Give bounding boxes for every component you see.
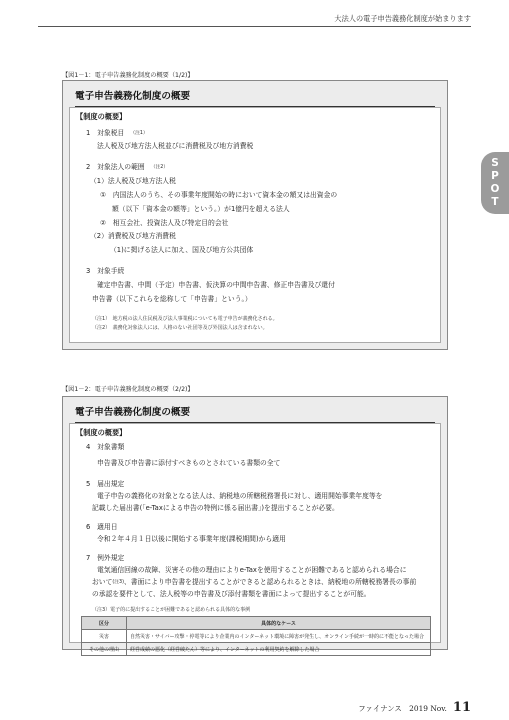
figure1-section-label: 【制度の概要】 bbox=[76, 112, 127, 121]
fig1-note: （注1） 地方税の法人住民税及び法人事業税についても電子申告が義務化される。 bbox=[92, 316, 278, 322]
fig2-line: おいて$^{(注3)}$、書面により申告書を提出することができると認められるときは、納税地の所轄税務署長の事前 bbox=[92, 578, 417, 586]
table-cell: 自然災害・サイバー攻撃・停電等により企業内のインターネット環境に障害が発生し、オンライン手続が一時的に不能となった場合 bbox=[127, 630, 431, 643]
fig1-line: （1)に掲げる法人に加え、国及び地方公共団体 bbox=[110, 246, 254, 254]
side-tab-letter: T bbox=[491, 196, 499, 208]
fig2-line: 電子申告の義務化の対象となる法人は、納税地の所轄税務署長に対し、適用開始事業年度等を bbox=[97, 492, 383, 500]
table-header-row bbox=[82, 617, 431, 630]
table-row bbox=[82, 630, 431, 643]
table-cell: 経営成績の悪化（経営破たん）等により、インターネットの利用契約を解除した場合 bbox=[127, 643, 431, 656]
fig1-line: ② 相互会社、投資法人及び特定目的会社 bbox=[100, 219, 229, 227]
figure1-content bbox=[69, 107, 441, 343]
figure2-caption: 【図1－2：電子申告義務化制度の概要（2/2)】 bbox=[62, 386, 194, 393]
fig2-item-5: 5 届出規定 bbox=[86, 480, 125, 488]
exception-cases-table bbox=[81, 616, 431, 656]
side-tab-letter: S bbox=[491, 157, 499, 169]
page-footer bbox=[358, 696, 471, 715]
fig1-item-2: 2 対象法人の範囲 $^{(注2)}$ bbox=[86, 163, 169, 171]
table-header-cell: 具体的なケース bbox=[127, 617, 431, 630]
fig1-item-3: 3 対象手続 bbox=[86, 267, 125, 275]
magazine-issue: ファイナンス 2019 Nov. bbox=[358, 704, 447, 713]
figure2-content bbox=[69, 423, 441, 653]
fig2-line: 電気通信回線の故障、災害その他の理由によりe-Taxを使用することが困難であると認められる場合に bbox=[97, 566, 407, 574]
fig1-line: 申告書（以下これらを総称して「申告書」という。） bbox=[92, 295, 252, 303]
figure2-heading: 電子申告義務化制度の概要 bbox=[75, 404, 435, 423]
figure2-box bbox=[62, 396, 448, 653]
figure1-heading: 電子申告義務化制度の概要 bbox=[75, 88, 435, 107]
fig2-item-6: 6 適用日 bbox=[86, 523, 118, 531]
page-number: 11 bbox=[452, 700, 471, 715]
table-cell: 災害 bbox=[82, 630, 127, 643]
fig1-item-1: 1 対象税目 $^{(注1)}$ bbox=[86, 129, 148, 137]
fig1-line: 確定申告書、中間（予定）申告書、仮決算の中間申告書、修正申告書及び還付 bbox=[97, 281, 335, 289]
fig2-line: 令和２年４月１日以後に開始する事業年度(課税期間)から適用 bbox=[97, 535, 286, 543]
side-tab-letter: O bbox=[490, 183, 500, 195]
table-cell: その他の理由 bbox=[82, 643, 127, 656]
fig2-line: 申告書及び申告書に添付すべきものとされている書類の全て bbox=[97, 459, 281, 467]
table-header-cell: 区分 bbox=[82, 617, 127, 630]
fig2-note: （注3）電子的に提出することが困難であると認められる具体的な事例 bbox=[92, 607, 251, 613]
fig1-line: 法人税及び地方法人税並びに消費税及び地方消費税 bbox=[97, 142, 254, 150]
fig1-line: （1）法人税及び地方法人税 bbox=[90, 177, 176, 185]
side-tab-letter: P bbox=[491, 170, 499, 182]
fig2-item-7: 7 例外規定 bbox=[86, 554, 125, 562]
spot-side-tab bbox=[481, 152, 509, 214]
fig1-line: 額（以下「資本金の額等」という。）が1億円を超える法人 bbox=[112, 205, 290, 213]
figure1-caption: 【図1－1：電子申告義務化制度の概要（1/2)】 bbox=[62, 72, 194, 79]
fig1-note: （注2） 義務化対象法人には、人格のない社団等及び外国法人は含まれない。 bbox=[92, 325, 268, 331]
fig2-line: 記載した届出書(「e-Taxによる申告の特例に係る届出書」)を提出することが必要。 bbox=[92, 504, 339, 512]
table-row bbox=[82, 643, 431, 656]
fig1-line: （2）消費税及び地方消費税 bbox=[90, 232, 176, 240]
running-title: 大法人の電子申告義務化制度が始まります bbox=[334, 14, 471, 23]
header-rule bbox=[38, 26, 471, 27]
fig2-line: の承認を要件として、法人税等の申告書及び添付書類を書面によって提出することが可能。 bbox=[92, 590, 371, 598]
fig2-item-4: 4 対象書類 bbox=[86, 443, 125, 451]
figure1-box bbox=[62, 80, 448, 350]
figure2-section-label: 【制度の概要】 bbox=[76, 428, 127, 437]
fig1-line: ① 内国法人のうち、その事業年度開始の時において資本金の額又は出資金の bbox=[100, 191, 338, 199]
